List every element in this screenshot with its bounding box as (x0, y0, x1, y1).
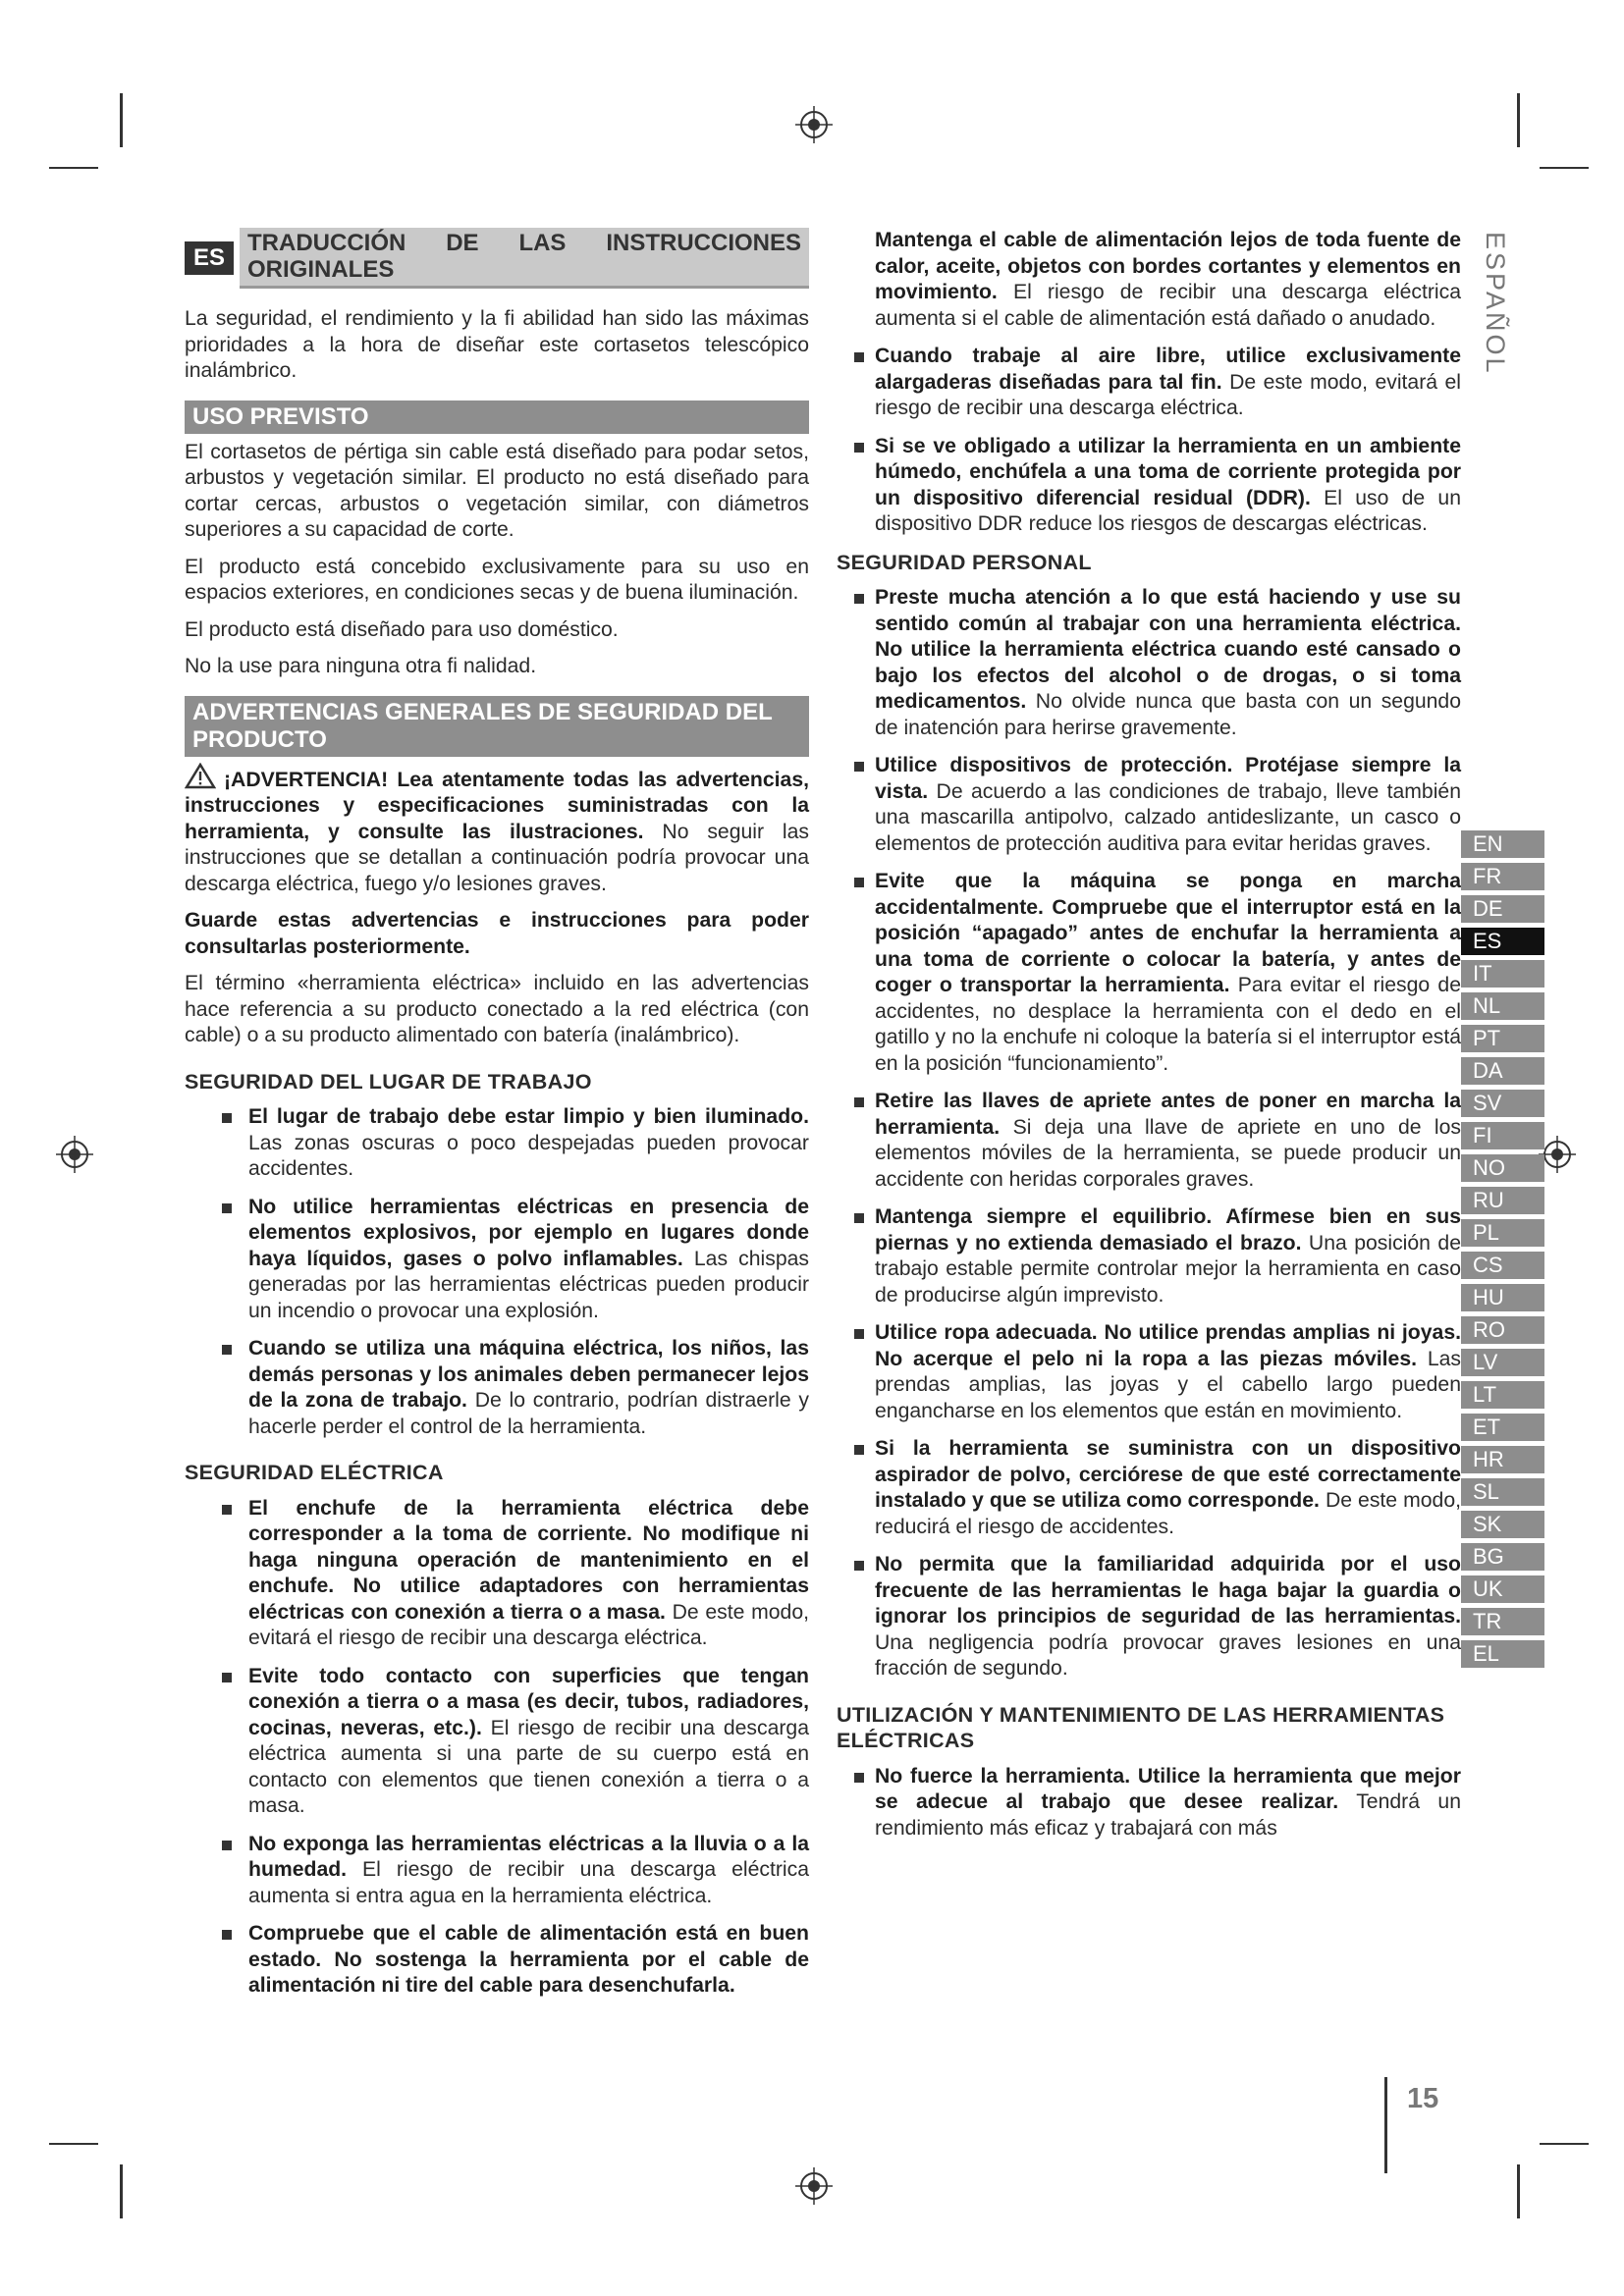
registration-mark-icon (56, 1136, 93, 1173)
paragraph: El producto está diseñado para uso doméstico. (185, 617, 619, 641)
item-bold: El enchufe de la herramienta eléctrica debe corresponder a la toma de corriente. No modifique ni haga ninguna operación de mantenimiento en el enchufe. No utilice adaptadores con herramientas eléctricas con conexión a tierra o a masa. (248, 1496, 809, 1624)
list-item (837, 1764, 1461, 1842)
crop-mark (49, 167, 98, 169)
item-text: Una negligencia podría provocar graves lesiones en una fracción de segundo. (875, 1630, 1461, 1680)
subheading-tool-use: UTILIZACIÓN Y MANTENIMIENTO DE LAS HERRAMIENTAS ELÉCTRICAS (837, 1702, 1445, 1752)
crop-mark (1540, 2143, 1589, 2145)
item-text: Si deja una llave de apriete en uno de los elementos móviles de la herramienta, se puede producir un accidente con heridas corporales graves. (875, 1115, 1461, 1191)
list-item (212, 1336, 809, 1440)
tab-lang-lv[interactable]: LV (1461, 1349, 1544, 1378)
bullet-icon (222, 1113, 232, 1123)
lang-code-badge: ES (185, 241, 234, 276)
item-text: Las prendas amplias, las joyas y el cabello largo pueden engancharse en los elementos que están en movimiento. (875, 1347, 1461, 1422)
list-item (212, 1195, 809, 1325)
tab-lang-sl[interactable]: SL (1461, 1478, 1544, 1508)
list-item (837, 869, 1461, 1077)
tab-lang-en[interactable]: EN (1461, 830, 1544, 860)
keep-instructions: Guarde estas advertencias e instrucciones para poder consultarlas posteriormente. (185, 909, 809, 958)
language-tabs (1461, 830, 1544, 1673)
page-number-divider (1384, 2077, 1387, 2173)
list-item (212, 1921, 809, 2000)
list-item (837, 1320, 1461, 1424)
item-bold: Utilice dispositivos de protección. Protéjase siempre la vista. (875, 754, 1461, 803)
item-text: Para evitar el riesgo de accidentes, no desplace la herramienta con el dedo en el gatillo y no la enchufe ni coloque la batería si el interruptor está en la posición “funcionamiento”. (875, 974, 1461, 1075)
item-text: De este modo, evitará el riesgo de recibir una descarga eléctrica. (875, 370, 1461, 419)
tab-lang-hu[interactable]: HU (1461, 1284, 1544, 1313)
bullet-icon (222, 1930, 232, 1940)
tab-lang-de[interactable]: DE (1461, 895, 1544, 925)
bullet-icon (222, 1345, 232, 1355)
side-title-text: ESPAÑOL (1481, 232, 1510, 376)
crop-mark (120, 93, 123, 147)
item-bold: Utilice ropa adecuada. No utilice prendas amplias ni joyas. No acerque el pelo ni la ropa a las piezas móviles. (875, 1321, 1461, 1370)
list-item (837, 1436, 1461, 1540)
bullet-icon (222, 1841, 232, 1850)
item-text: Las chispas generadas por las herramientas eléctricas pueden producir un incendio o provocar una explosión. (248, 1247, 809, 1322)
crop-mark (1540, 167, 1589, 169)
page-number: 15 (1407, 2083, 1439, 2114)
item-text: El riesgo de recibir una descarga eléctrica aumenta si una parte de su cuerpo está en contacto con elementos que tienen conexión a tierra o a masa. (248, 1716, 809, 1817)
subheading-work-area: SEGURIDAD DEL LUGAR DE TRABAJO (185, 1069, 592, 1094)
item-text: Tendrá un rendimiento más eficaz y trabajará con más (875, 1790, 1461, 1840)
item-text: De este modo, reducirá el riesgo de accidentes. (875, 1489, 1462, 1538)
item-bold: Mantenga siempre el equilibrio. Afírmese bien en sus piernas y no extienda demasiado el brazo. (875, 1205, 1461, 1255)
item-text: De este modo, evitará el riesgo de recibir una descarga eléctrica. (248, 1600, 809, 1649)
item-bold: No exponga las herramientas eléctricas a la lluvia o a la humedad. (248, 1832, 809, 1881)
item-bold: Evite todo contacto con superficies que tengan conexión a tierra o a masa (es decir, tubos, radiadores, cocinas, neveras, etc.). (248, 1664, 809, 1739)
crop-mark (1517, 2164, 1520, 2218)
list-item (837, 1089, 1461, 1193)
tab-lang-ro[interactable]: RO (1461, 1316, 1544, 1346)
tab-lang-da[interactable]: DA (1461, 1057, 1544, 1087)
list-item (837, 753, 1461, 857)
item-text: Una posición de trabajo estable permite controlar mejor la herramienta en caso de producirse algún imprevisto. (875, 1231, 1461, 1307)
warning-text: No seguir las instrucciones que se detallan a continuación podría provocar una descarga eléctrica, fuego y/o lesiones graves. (185, 820, 809, 895)
list-item (212, 1664, 809, 1820)
tab-lang-ru[interactable]: RU (1461, 1187, 1544, 1216)
item-text: De lo contrario, podrían distraerle y hacerle perder el control de la herramienta. (248, 1389, 809, 1438)
list-item (837, 1204, 1461, 1308)
bullet-icon (854, 594, 864, 604)
list-item (837, 1552, 1461, 1682)
subheading-electrical: SEGURIDAD ELÉCTRICA (185, 1461, 444, 1484)
term-paragraph: El término «herramienta eléctrica» incluido en las advertencias hace referencia a su producto conectado a la red eléctrica (con cable) o a su producto alimentado con batería (inalámbrico). (185, 972, 809, 1046)
item-text: No olvide nunca que basta con un segundo de inatención para herirse gravemente. (875, 690, 1461, 739)
bullet-icon (222, 1505, 232, 1515)
tab-lang-fi[interactable]: FI (1461, 1122, 1544, 1151)
tab-lang-es[interactable]: ES (1461, 928, 1544, 957)
item-bold: No fuerce la herramienta. Utilice la herramienta que mejor se adecue al trabajo que desee realizar. (875, 1764, 1461, 1813)
tab-lang-nl[interactable]: NL (1461, 992, 1544, 1022)
item-text: El uso de un dispositivo DDR reduce los riesgos de descargas eléctricas. (875, 486, 1461, 535)
bullet-icon (854, 1329, 864, 1339)
list-item (837, 344, 1461, 422)
right-column (837, 228, 1461, 1853)
item-bold: Evite que la máquina se ponga en marcha accidentalmente. Compruebe que el interruptor está en la posición “apagado” antes de enchufar la herramienta a una toma de corriente o colocar la batería, y antes de coger o transportar la herramienta. (875, 870, 1461, 996)
list-item (212, 1496, 809, 1652)
item-text: Las zonas oscuras o poco despejadas pueden provocar accidentes. (248, 1131, 809, 1180)
intro-paragraph: La seguridad, el rendimiento y la fi abilidad han sido las máximas prioridades a la hora de diseñar este cortasetos telescópico inalámbrico. (185, 307, 809, 382)
warning-paragraph (185, 763, 809, 898)
page-title: TRADUCCIÓN DE LAS INSTRUCCIONES ORIGINALES (240, 228, 809, 289)
tab-lang-sk[interactable]: SK (1461, 1511, 1544, 1540)
warning-bold: ¡ADVERTENCIA! Lea atentamente todas las advertencias, instrucciones y especificaciones suministradas con la herramienta, y consulte las ilustraciones. (185, 768, 809, 843)
side-language-title (1481, 232, 1516, 408)
item-bold: No utilice herramientas eléctricas en presencia de elementos explosivos, por ejemplo en lugares donde haya líquidos, gases o polvo inflamables. (248, 1195, 809, 1270)
item-bold: No permita que la familiaridad adquirida por el uso frecuente de las herramientas le haga bajar la guardia o ignorar los principios de seguridad de las herramientas. (875, 1553, 1461, 1628)
item-bold: Retire las llaves de apriete antes de poner en marcha la herramienta. (875, 1090, 1461, 1139)
bullet-icon (222, 1203, 232, 1213)
item-bold: Cuando trabaje al aire libre, utilice exclusivamente alargaderas diseñadas para tal fin. (875, 345, 1461, 394)
paragraph: No la use para ninguna otra fi nalidad. (185, 655, 537, 677)
warning-triangle-icon (185, 763, 216, 789)
item-bold: Si se ve obligado a utilizar la herramienta en un ambiente húmedo, enchúfela a una toma de corriente protegida por un dispositivo diferencial residual (DDR). (875, 434, 1461, 509)
tab-lang-pt[interactable]: PT (1461, 1025, 1544, 1054)
section-heading-general-warnings: ADVERTENCIAS GENERALES DE SEGURIDAD DEL PRODUCTO (185, 696, 809, 757)
item-bold: Compruebe que el cable de alimentación está en buen estado. No sostenga la herramienta por el cable de alimentación ni tire del cable para desenchufarla. (248, 1922, 809, 1997)
tab-lang-lt[interactable]: LT (1461, 1381, 1544, 1411)
paragraph: El cortasetos de pértiga sin cable está diseñado para podar setos, arbustos y vegetación similar. El producto no está diseñado para cortar cercas, arbustos o vegetación similar, con diámetros superiores a su capacidad de corte. (185, 440, 809, 541)
list-item (212, 1832, 809, 1910)
bullet-icon (854, 1445, 864, 1455)
tab-lang-el[interactable]: EL (1461, 1640, 1544, 1670)
item-bold: Preste mucha atención a lo que está haciendo y use su sentido común al trabajar con una herramienta eléctrica. No utilice la herramienta eléctrica cuando esté cansado o bajo los efectos del alcohol o de drogas, o si toma medicamentos. (875, 586, 1461, 713)
item-bold: Cuando se utiliza una máquina eléctrica, los niños, las demás personas y los animales deben permanecer lejos de la zona de trabajo. (248, 1337, 809, 1412)
tab-lang-it[interactable]: IT (1461, 960, 1544, 989)
list-item (837, 434, 1461, 538)
tab-lang-no[interactable]: NO (1461, 1154, 1544, 1184)
tab-lang-sv[interactable]: SV (1461, 1090, 1544, 1119)
crop-mark (1517, 93, 1520, 147)
crop-mark (120, 2164, 123, 2218)
bullet-icon (222, 1673, 232, 1682)
tab-lang-cs[interactable]: CS (1461, 1252, 1544, 1281)
item-bold: Si la herramienta se suministra con un dispositivo aspirador de polvo, cerciórese de que esté correctamente instalado y que se utiliza como corresponde. (875, 1437, 1461, 1512)
section-heading-intended-use: USO PREVISTO (185, 400, 809, 434)
list-item-continued (837, 228, 1461, 332)
tab-lang-tr[interactable]: TR (1461, 1608, 1544, 1637)
subheading-personal: SEGURIDAD PERSONAL (837, 550, 1092, 574)
bullet-icon (854, 1213, 864, 1223)
bullet-icon (854, 352, 864, 362)
item-bold: Mantenga el cable de alimentación lejos de toda fuente de calor, aceite, objetos con bordes cortantes y elementos en movimiento. (875, 229, 1461, 303)
crop-mark (49, 2143, 98, 2145)
bullet-icon (854, 762, 864, 772)
list-item (837, 585, 1461, 741)
tab-lang-et[interactable]: ET (1461, 1414, 1544, 1443)
bullet-icon (854, 878, 864, 887)
registration-mark-icon (795, 2167, 833, 2205)
item-bold: El lugar de trabajo debe estar limpio y bien iluminado. (248, 1105, 809, 1128)
registration-mark-icon (795, 106, 833, 143)
item-text: De acuerdo a las condiciones de trabajo, lleve también una mascarilla antipolvo, calzado antideslizante, un casco o elementos de protección auditiva para evitar heridas graves. (875, 779, 1461, 855)
tab-lang-pl[interactable]: PL (1461, 1219, 1544, 1249)
tab-lang-fr[interactable]: FR (1461, 863, 1544, 892)
paragraph: El producto está concebido exclusivamente para su uso en espacios exteriores, en condiciones secas y de buena iluminación. (185, 555, 809, 604)
bullet-icon (854, 1773, 864, 1783)
item-text: El riesgo de recibir una descarga eléctrica aumenta si entra agua en la herramienta eléctrica. (248, 1858, 809, 1907)
bullet-icon (854, 1561, 864, 1571)
left-column (185, 228, 809, 2011)
bullet-icon (854, 443, 864, 453)
list-item (212, 1104, 809, 1183)
bullet-icon (854, 1097, 864, 1107)
tab-lang-bg[interactable]: BG (1461, 1543, 1544, 1573)
tab-lang-uk[interactable]: UK (1461, 1575, 1544, 1605)
tab-lang-hr[interactable]: HR (1461, 1446, 1544, 1475)
item-text: El riesgo de recibir una descarga eléctrica aumenta si el cable de alimentación está dañado o anudado. (875, 281, 1461, 330)
document-title (185, 228, 809, 289)
